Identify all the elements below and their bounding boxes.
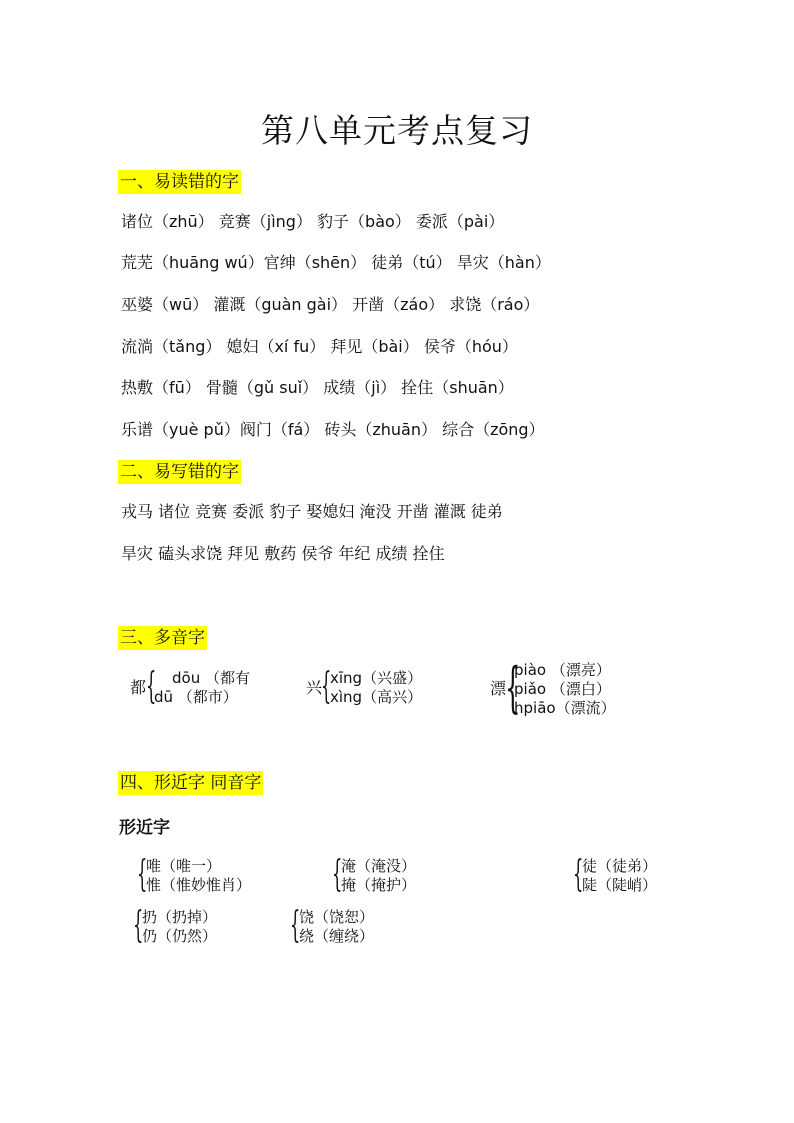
pair-item: 惟（惟妙惟肖） bbox=[146, 876, 252, 894]
reading-item: dū （都市） bbox=[154, 688, 238, 706]
left-brace: { bbox=[573, 854, 584, 895]
left-brace: { bbox=[137, 854, 148, 895]
pair-item: 扔（扔掉） bbox=[142, 908, 218, 926]
pair-item: 饶（饶恕） bbox=[299, 908, 375, 926]
left-brace: { bbox=[332, 854, 343, 895]
reading-item: piǎo （漂白） bbox=[514, 680, 611, 698]
polyphonic-char: 漂 bbox=[490, 679, 507, 698]
left-brace: { bbox=[505, 656, 521, 719]
pair-item: 仍（仍然） bbox=[142, 927, 218, 945]
pair-item: 绕（缠绕） bbox=[299, 927, 375, 945]
reading-item: dōu （都有 bbox=[172, 669, 250, 687]
pair-item: 徒（徒弟） bbox=[582, 857, 658, 875]
misread-line-3: 巫婆（wū） 灌溉（guàn gài） 开凿（záo） 求饶（ráo） bbox=[121, 295, 540, 314]
reading-item: xìng（高兴） bbox=[330, 688, 423, 706]
page-title: 第八单元考点复习 bbox=[261, 111, 533, 150]
section-heading-miswritten: 二、易写错的字 bbox=[120, 462, 239, 482]
left-brace: { bbox=[321, 666, 332, 707]
section-heading-misread: 一、易读错的字 bbox=[120, 172, 239, 192]
misread-line-5: 热敷（fū） 骨髓（gǔ suǐ） 成绩（jì） 拴住（shuān） bbox=[121, 378, 514, 397]
pair-item: 陡（陡峭） bbox=[582, 876, 658, 894]
misread-line-6: 乐谱（yuè pǔ）阀门（fá） 砖头（zhuān） 综合（zōng） bbox=[121, 420, 545, 439]
misread-line-1: 诸位（zhū） 竞赛（jìng） 豹子（bào） 委派（pài） bbox=[121, 212, 505, 231]
misread-line-2: 荒芜（huāng wú）官绅（shēn） 徒弟（tú） 旱灾（hàn） bbox=[121, 253, 551, 272]
pair-item: 唯（唯一） bbox=[146, 857, 222, 875]
misread-line-4: 流淌（tǎng） 媳妇（xí fu） 拜见（bài） 侯爷（hóu） bbox=[121, 337, 518, 356]
miswritten-line-2: 旱灾 磕头求饶 拜见 敷药 侯爷 年纪 成绩 拴住 bbox=[121, 544, 445, 563]
subheading-similar-chars: 形近字 bbox=[119, 818, 170, 838]
pair-item: 淹（淹没） bbox=[341, 857, 417, 875]
left-brace: { bbox=[290, 905, 301, 946]
miswritten-line-1: 戎马 诸位 竞赛 委派 豹子 娶媳妇 淹没 开凿 灌溉 徒弟 bbox=[121, 502, 503, 521]
section-heading-similar: 四、形近字 同音字 bbox=[120, 773, 262, 793]
pair-item: 掩（掩护） bbox=[341, 876, 417, 894]
polyphonic-char: 兴 bbox=[306, 678, 323, 697]
reading-item: hpiāo（漂流） bbox=[514, 699, 616, 717]
reading-item: xīng（兴盛） bbox=[330, 669, 423, 687]
polyphonic-char: 都 bbox=[130, 678, 147, 697]
section-heading-polyphonic: 三、多音字 bbox=[120, 628, 205, 648]
reading-item: piào （漂亮） bbox=[514, 661, 611, 679]
left-brace: { bbox=[146, 666, 157, 707]
left-brace: { bbox=[133, 905, 144, 946]
